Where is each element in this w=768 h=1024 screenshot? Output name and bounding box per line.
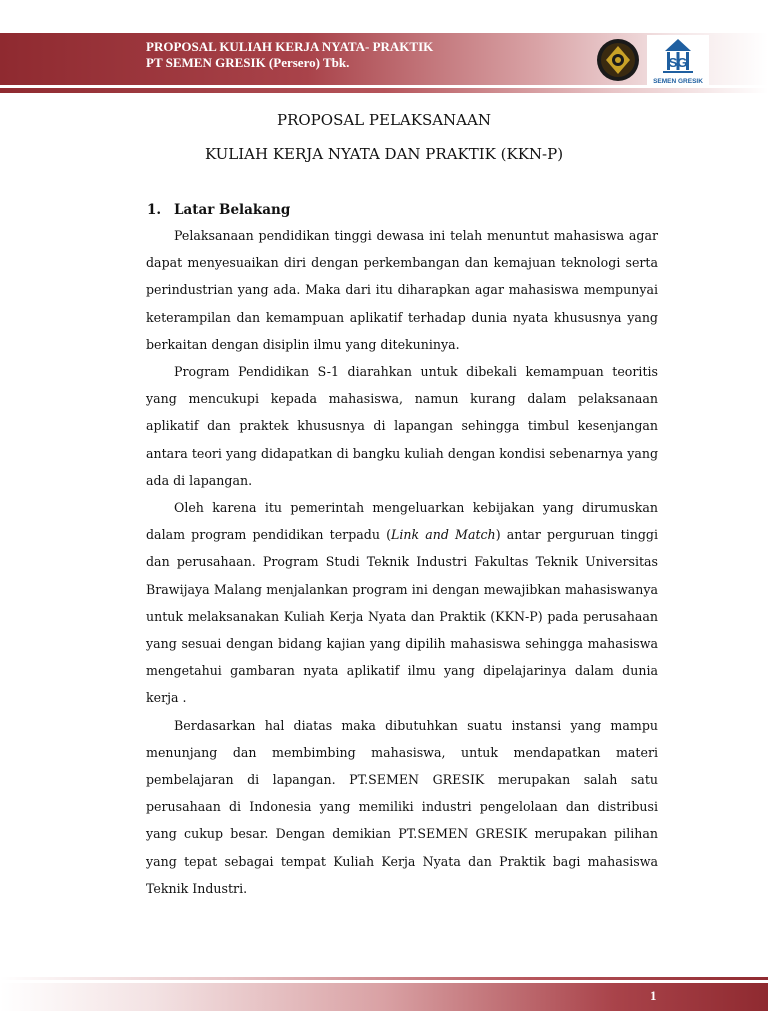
- semen-gresik-mark: SG: [668, 55, 688, 70]
- footer-divider: [0, 977, 768, 980]
- running-header-line1: PROPOSAL KULIAH KERJA NYATA- PRAKTIK: [146, 39, 434, 54]
- body-text: [146, 222, 658, 902]
- section-number: 1.: [147, 202, 162, 218]
- document-title-line2: KULIAH KERJA NYATA DAN PRAKTIK (KKN-P): [204, 145, 564, 163]
- paragraph-4: Berdasarkan hal diatas maka dibutuhkan suatu instansi yang mampu menunjang dan membimbing mahasiswa, untuk mendapatkan materi pembelajaran di lapangan. PT.SEMEN GRESIK merupakan salah satu perusahaan di Indonesia yang memiliki industri pengelolaan dan distribusi yang cukup besar. Dengan demikian PT.SEMEN GRESIK merupakan pilihan yang tepat sebagai tempat Kuliah Kerja Nyata dan Praktik bagi mahasiswa Teknik Industri.: [146, 717, 658, 896]
- running-header-line2: PT SEMEN GRESIK (Persero) Tbk.: [146, 55, 350, 70]
- semen-gresik-caption: SEMEN GRESIK: [653, 78, 703, 85]
- paragraph-3-italic: Link and Match: [390, 527, 496, 543]
- paragraph-2: Program Pendidikan S-1 diarahkan untuk dibekali kemampuan teoritis yang mencukupi kepada mahasiswa, namun kurang dalam pelaksanaan aplikatif dan praktek khususnya di lapangan sehingga timbul kesenjangan antara teori yang didapatkan di bangku kuliah dengan kondisi sebenarnya yang ada di lapangan.: [146, 364, 658, 488]
- header-divider: [0, 88, 768, 93]
- semen-gresik-logo: [647, 35, 709, 87]
- paragraph-3-part-b: ) antar perguruan tinggi dan perusahaan. Program Studi Teknik Industri Fakultas Teknik Universitas Brawijaya Malang menjalankan program ini dengan mewajibkan mahasiswanya untuk melaksanakan Kuliah Kerja Nyata dan Praktik (KKN-P) pada perusahaan yang sesuai dengan bidang kajian yang dipilih mahasiswa sehingga mahasiswa mengetahui gambaran nyata aplikatif ilmu yang dipelajarinya dalam dunia kerja .: [146, 527, 658, 706]
- semen-gresik-emblem-icon: [647, 35, 709, 87]
- section-heading: [147, 202, 290, 218]
- running-header: [146, 39, 433, 71]
- section-title: Latar Belakang: [174, 202, 291, 218]
- page-number: 1: [650, 988, 657, 1003]
- document-title-line1: PROPOSAL PELAKSANAAN: [277, 111, 491, 129]
- paragraph-3: [146, 494, 658, 712]
- university-seal-logo: [596, 38, 640, 82]
- paragraph-1: Pelaksanaan pendidikan tinggi dewasa ini telah menuntut mahasiswa agar dapat menyesuaikan diri dengan perkembangan dan kemajuan teknologi serta perindustrian yang ada. Maka dari itu diharapkan agar mahasiswa mempunyai keterampilan dan kemampuan aplikatif terhadap dunia nyata khususnya yang berkaitan dengan disiplin ilmu yang ditekuninya.: [146, 228, 658, 352]
- paragraph-3-part-a: Oleh karena itu pemerintah mengeluarkan kebijakan yang dirumuskan dalam program pendidikan terpadu (: [146, 500, 658, 543]
